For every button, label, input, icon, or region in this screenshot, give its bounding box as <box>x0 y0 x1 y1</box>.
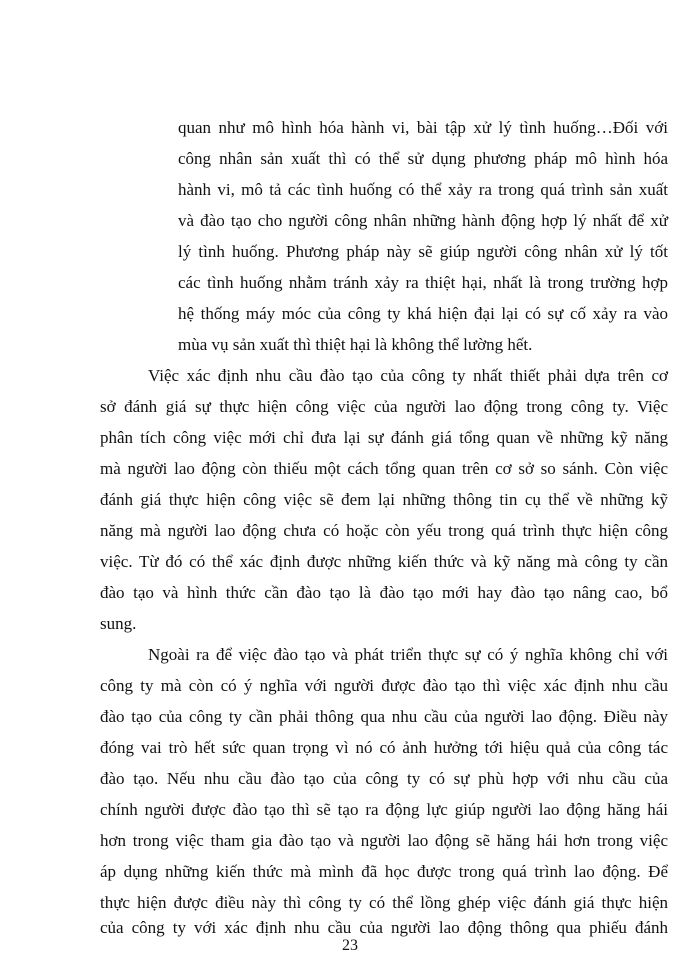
text-line: công nhân sản xuất thì có thể sử dụng phương pháp mô hình hóa <box>178 149 668 168</box>
text-line: các tình huống nhằm tránh xảy ra thiệt hại, nhất là trong trường hợp <box>178 273 668 292</box>
text-line: sung. <box>100 614 137 633</box>
text-line: mùa vụ sản xuất thì thiệt hại là không thể lường hết. <box>178 335 533 354</box>
text-line: quan như mô hình hóa hành vi, bài tập xử lý tình huống…Đối với <box>178 118 668 137</box>
text-line: hệ thống máy móc của công ty khá hiện đại lại có sự cố xảy ra vào <box>178 304 668 323</box>
text-line: đào tạo và hình thức cần đào tạo là đào tạo mới hay đào tạo nâng cao, bổ <box>100 583 668 602</box>
text-line: mà người lao động còn thiếu một cách tổng quan trên cơ sở so sánh. Còn việc <box>100 459 668 478</box>
text-line: lý tình huống. Phương pháp này sẽ giúp người công nhân xử lý tốt <box>178 242 668 261</box>
text-line: và đào tạo cho người công nhân những hành động hợp lý nhất để xử <box>178 211 668 230</box>
text-line: sở đánh giá sự thực hiện công việc của người lao động trong công ty. Việc <box>100 397 668 416</box>
text-line: hơn trong việc tham gia đào tạo và người lao động sẽ hăng hái hơn trong việc <box>100 831 668 850</box>
text-line: công ty mà còn có ý nghĩa với người được đào tạo thì việc xác định nhu cầu <box>100 676 668 695</box>
text-line: đào tạo. Nếu nhu cầu đào tạo của công ty có sự phù hợp với nhu cầu của <box>100 769 668 788</box>
text-line: chính người được đào tạo thì sẽ tạo ra động lực giúp người lao động hăng hái <box>100 800 668 819</box>
text-line: áp dụng những kiến thức mà mình đã học được trong quá trình lao động. Để <box>100 862 668 881</box>
text-line: Ngoài ra để việc đào tạo và phát triển thực sự có ý nghĩa không chỉ với <box>148 645 668 664</box>
text-line: đóng vai trò hết sức quan trọng vì nó có ảnh hưởng tới hiệu quả của công tác <box>100 738 668 757</box>
page-number: 23 <box>342 937 358 954</box>
text-line: đánh giá thực hiện công việc sẽ đem lại những thông tin cụ thể về những kỹ <box>100 490 668 509</box>
text-line: phân tích công việc mới chỉ đưa lại sự đánh giá tổng quan về những kỹ năng <box>100 428 668 447</box>
text-line: Việc xác định nhu cầu đào tạo của công ty nhất thiết phải dựa trên cơ <box>148 366 668 385</box>
text-line: hành vi, mô tả các tình huống có thể xảy ra trong quá trình sản xuất <box>178 180 668 199</box>
text-line: thực hiện được điều này thì công ty có thể lồng ghép việc đánh giá thực hiện <box>100 893 668 912</box>
text-line: của công ty với xác định nhu cầu của người lao động thông qua phiếu đánh <box>100 918 668 937</box>
text-line: đào tạo của công ty cần phải thông qua nhu cầu của người lao động. Điều này <box>100 707 668 726</box>
text-line: năng mà người lao động chưa có hoặc còn yếu trong quá trình thực hiện công <box>100 521 668 540</box>
text-line: việc. Từ đó có thể xác định được những kiến thức và kỹ năng mà công ty cần <box>100 552 668 571</box>
